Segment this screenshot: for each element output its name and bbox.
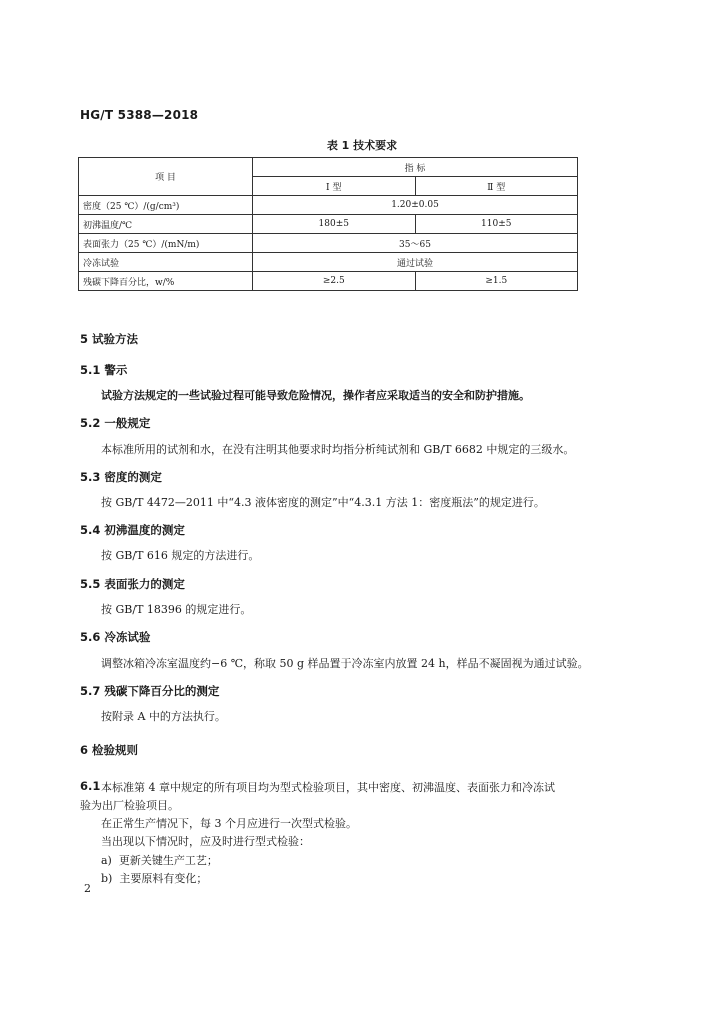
- table-header-row: [79, 158, 578, 177]
- table-caption: 表 1 技术要求: [326, 139, 398, 152]
- section-5-6-heading: 5.6 冷冻试验: [80, 630, 151, 644]
- table-row: [79, 196, 578, 215]
- row-value-type-1: ≥2.5: [253, 272, 416, 291]
- section-6-heading: 6 检验规则: [80, 743, 139, 757]
- row-value: 35～65: [253, 234, 578, 253]
- section-5-3-text: 按 GB/T 4472—2011 中“4.3 液体密度的测定”中“4.3.1 方法 1：密度瓶法”的规定进行。: [101, 496, 545, 509]
- list-item: [101, 870, 207, 886]
- section-6-1-number: 6.1: [80, 779, 101, 793]
- section-6-1-paragraph-3: 当出现以下情况时，应及时进行型式检验：: [101, 835, 310, 848]
- row-item: 密度（25 ℃）/(g/cm³): [79, 196, 253, 215]
- section-6-1-text-line-1: 本标准第 4 章中规定的所有项目均为型式检验项目，其中密度、初沸温度、表面张力和冷冻试: [101, 781, 555, 794]
- row-item: 冷冻试验: [79, 253, 253, 272]
- list-item: [101, 852, 218, 868]
- list-item-text: 主要原料有变化；: [119, 872, 208, 885]
- section-5-2-text: 本标准所用的试剂和水，在没有注明其他要求时均指分析纯试剂和 GB/T 6682 中规定的三级水。: [101, 443, 575, 456]
- list-item-text: 更新关键生产工艺；: [118, 854, 218, 867]
- section-5-1-heading: 5.1 警示: [80, 363, 128, 377]
- header-item: 项 目: [79, 158, 253, 196]
- section-5-heading: 5 试验方法: [80, 332, 139, 346]
- section-5-4-text: 按 GB/T 616 规定的方法进行。: [101, 549, 260, 562]
- section-5-5-heading: 5.5 表面张力的测定: [80, 577, 185, 591]
- header-type-2: Ⅱ 型: [415, 177, 578, 196]
- section-5-2-heading: 5.2 一般规定: [80, 416, 151, 430]
- section-6-1-text-line-2: 验为出厂检验项目。: [80, 799, 179, 812]
- technical-requirements-table: [78, 157, 578, 291]
- section-5-3-heading: 5.3 密度的测定: [80, 470, 162, 484]
- row-value-type-2: ≥1.5: [415, 272, 578, 291]
- standard-code: HG/T 5388—2018: [80, 108, 199, 122]
- table-row: [79, 215, 578, 234]
- list-item-label: b): [101, 872, 113, 885]
- header-type-1: Ⅰ 型: [253, 177, 416, 196]
- row-value: 通过试验: [253, 253, 578, 272]
- row-value-type-1: 180±5: [253, 215, 416, 234]
- section-5-7-heading: 5.7 残碳下降百分比的测定: [80, 684, 220, 698]
- row-item: 表面张力（25 ℃）/(mN/m): [79, 234, 253, 253]
- page-number: 2: [84, 882, 91, 895]
- row-item: 残碳下降百分比，w/%: [79, 272, 253, 291]
- row-item: 初沸温度/℃: [79, 215, 253, 234]
- list-item-label: a): [101, 854, 112, 867]
- row-value-type-2: 110±5: [415, 215, 578, 234]
- row-value: 1.20±0.05: [253, 196, 578, 215]
- section-5-5-text: 按 GB/T 18396 的规定进行。: [101, 603, 252, 616]
- table-row: [79, 272, 578, 291]
- header-indicator: 指 标: [253, 158, 578, 177]
- section-5-4-heading: 5.4 初沸温度的测定: [80, 523, 185, 537]
- section-5-6-text: 调整冰箱冷冻室温度约−6 ℃，称取 50 g 样品置于冷冻室内放置 24 h，样品不凝固视为通过试验。: [101, 657, 589, 670]
- table-row: [79, 234, 578, 253]
- section-5-1-text: 试验方法规定的一些试验过程可能导致危险情况，操作者应采取适当的安全和防护措施。: [101, 389, 530, 402]
- section-6-1-paragraph-2: 在正常生产情况下，每 3 个月应进行一次型式检验。: [101, 817, 357, 830]
- table-row: [79, 253, 578, 272]
- section-5-7-text: 按附录 A 中的方法执行。: [101, 710, 226, 723]
